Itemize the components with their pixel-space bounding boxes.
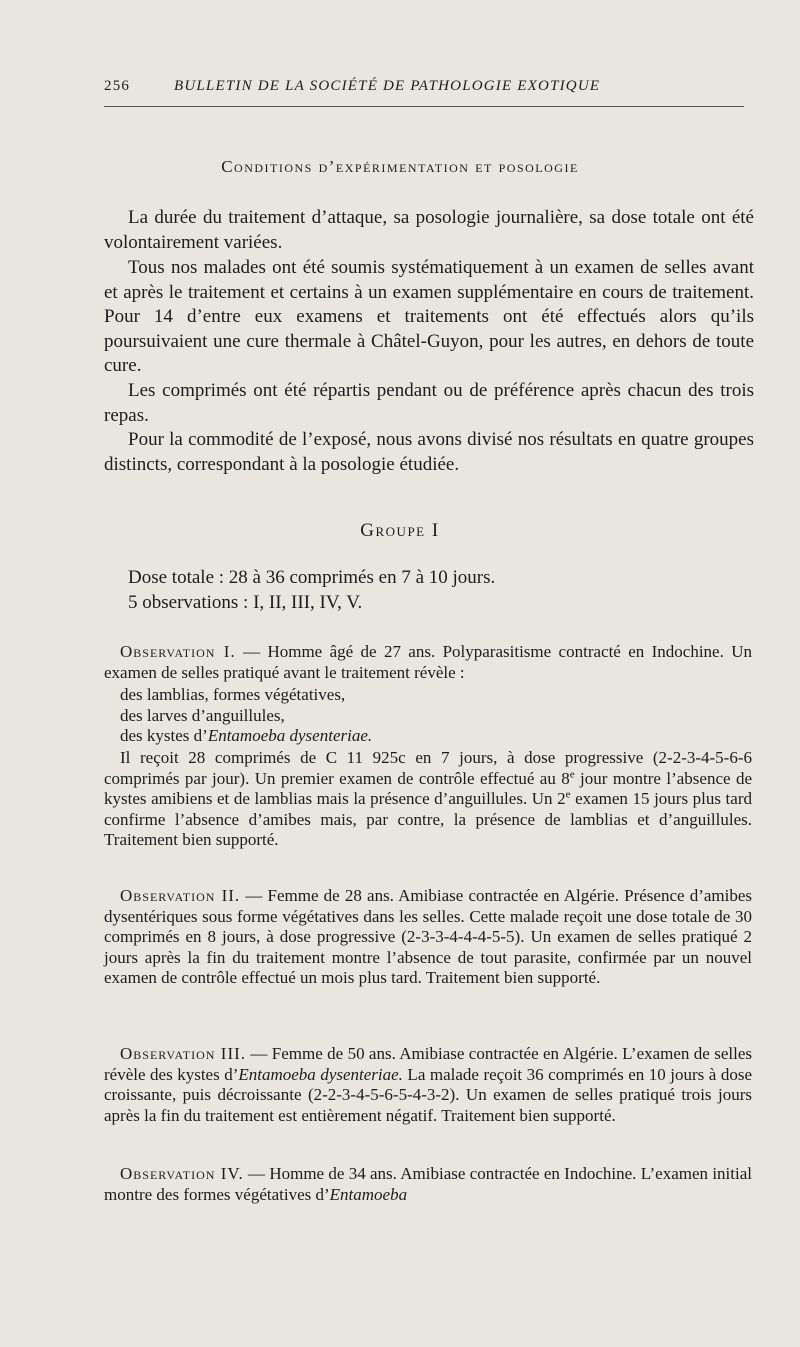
list-item: des larves d’anguillules, <box>120 705 285 725</box>
observation-4: Observation IV. — Homme de 34 ans. Amibiase contractée en Indochine. L’examen initial montre des formes végétatives d’Entamoeba <box>104 1164 752 1204</box>
observation-1-label: Observation I. <box>120 642 236 661</box>
intro-paragraph-3: Les comprimés ont été répartis pendant ou de préférence après chacun des trois repas. <box>104 380 754 426</box>
observation-1-treatment: Il reçoit 28 comprimés de C 11 925c en 7 jours, à dose progressive (2-2-3-4-5-6-6 comprimés par jour). Un premier examen de contrôle effectué au 8e jour montre l’absence de kystes amibiens et de lamblias mais la présence d’anguillules. Un 2e examen 15 jours plus tard confirme l’absence d’amibes mais, par contre, la présence de lamblias et d’anguillules. Traitement bien supporté. <box>104 748 753 849</box>
observation-2 <box>104 886 752 989</box>
running-header <box>104 78 744 102</box>
group-heading: Groupe I <box>360 520 440 541</box>
observation-2-text: — Femme de 28 ans. Amibiase contractée en Algérie. Présence d’amibes dysentériques sous forme végétatives dans les selles. Cette malade reçoit une dose totale de 30 comprimés en 8 jours, à dose progressive (2-3-3-4-4-4-5-5). Un examen de selles pratiqué 2 jours après la fin du traitement montre l’absence de tout parasite, confirmée par un nouvel examen de contrôle effectué un mois plus tard. Traitement bien supporté. <box>104 886 753 987</box>
observation-1-intro <box>104 642 752 683</box>
observation-2-label: Observation II. <box>120 886 241 905</box>
list-item: des lamblias, formes végétatives, <box>120 685 346 704</box>
species-name: Entamoeba <box>329 1184 408 1204</box>
dose-line: Dose totale : 28 à 36 comprimés en 7 à 10 jours. <box>128 567 496 588</box>
journal-title: BULLETIN DE LA SOCIÉTÉ DE PATHOLOGIE EXOTIQUE <box>174 78 601 94</box>
header-rule <box>104 106 744 107</box>
intro-paragraph-4: Pour la commodité de l’exposé, nous avons divisé nos résultats en quatre groupes distincts, correspondant à la posologie étudiée. <box>104 429 754 475</box>
page-number: 256 <box>104 78 131 94</box>
observation-1-text: — Homme âgé de 27 ans. Polyparasitisme contracté en Indochine. Un examen de selles pratiqué avant le traitement révèle : <box>104 642 752 682</box>
observation-3: Observation III. — Femme de 50 ans. Amibiase contractée en Algérie. L’examen de selles révèle des kystes d’Entamoeba dysenteriae. La malade reçoit 36 comprimés en 10 jours à dose croissante, puis décroissante (2-2-3-4-5-6-5-4-3-2). Un examen de selles pratiqué trois jours après la fin du traitement est entièrement négatif. Traitement bien supporté. <box>104 1044 752 1125</box>
list-item: des kystes d’Entamoeba dysenteriae. <box>120 726 373 745</box>
parasite-list <box>120 685 740 747</box>
species-name: Entamoeba dysenteriae. <box>238 1064 403 1084</box>
observation-3-label: Observation III. <box>120 1044 247 1063</box>
section-heading: Conditions d’expérimentation et posologie <box>221 157 579 176</box>
observations-line: 5 observations : I, II, III, IV, V. <box>128 592 363 613</box>
intro-paragraph-1: La durée du traitement d’attaque, sa posologie journalière, sa dose totale ont été volontairement variées. <box>104 207 754 253</box>
species-name: Entamoeba dysenteriae. <box>207 726 373 745</box>
observation-4-label: Observation IV. <box>120 1164 244 1183</box>
intro-paragraph-2: Tous nos malades ont été soumis systématiquement à un examen de selles avant et après le traitement et certains à un examen supplémentaire en cours de traitement. Pour 14 d’entre eux examens et traitements ont été effectués alors qu’ils poursuivaient une cure thermale à Châtel-Guyon, pour les autres, en dehors de toute cure. <box>104 257 754 376</box>
